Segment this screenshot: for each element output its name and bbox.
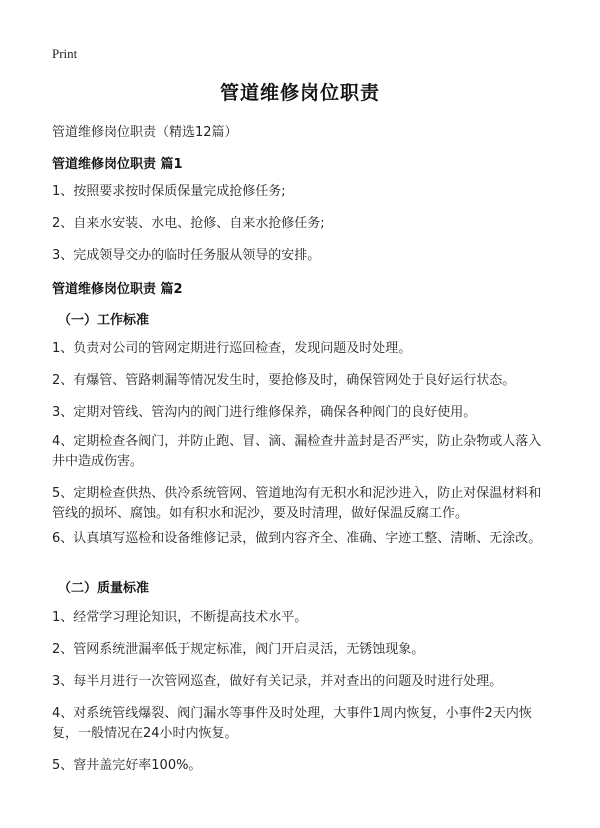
list-item: 4、对系统管线爆裂、阀门漏水等事件及时处理，大事件1周内恢复，小事件2天内恢复，一般情况在24小时内恢复。: [52, 706, 532, 741]
list-item: 3、定期对管线、管沟内的阀门进行维修保养，确保各种阀门的良好使用。: [52, 405, 477, 420]
list-item: 1、经常学习理论知识，不断提高技术水平。: [52, 610, 308, 625]
document-subtitle: 管道维修岗位职责（精选12篇）: [52, 125, 238, 140]
list-item: 2、自来水安装、水电、抢修、自来水抢修任务;: [52, 216, 325, 231]
subsection-heading: （一）工作标准: [58, 313, 150, 328]
list-item: 5、定期检查供热、供冷系统管网、管道地沟有无积水和泥沙进入，防止对保温材料和管线的损坏、腐蚀。如有积水和泥沙，要及时清理，做好保温反腐工作。: [52, 486, 542, 521]
section-heading: 管道维修岗位职责 篇1: [52, 157, 183, 172]
list-item: 3、每半月进行一次管网巡查，做好有关记录，并对查出的问题及时进行处理。: [52, 674, 503, 689]
list-item: 4、定期检查各阀门，并防止跑、冒、滴、漏检查井盖封是否严实，防止杂物或人落入井中造成伤害。: [52, 434, 542, 469]
section-heading: 管道维修岗位职责 篇2: [52, 282, 183, 297]
subsection-heading: （二）质量标准: [58, 581, 150, 596]
list-item: 6、认真填写巡检和设备维修记录，做到内容齐全、准确、字迹工整、清晰、无涂改。: [52, 531, 542, 546]
list-item: 5、窨井盖完好率100%。: [52, 758, 202, 773]
list-item: 3、完成领导交办的临时任务服从领导的安排。: [52, 248, 321, 263]
list-item: 2、有爆管、管路刺漏等情况发生时，要抢修及时，确保管网处于良好运行状态。: [52, 373, 516, 388]
list-item: 2、管网系统泄漏率低于规定标准，阀门开启灵活，无锈蚀现象。: [52, 642, 425, 657]
list-item: 1、负责对公司的管网定期进行巡回检查，发现问题及时处理。: [52, 341, 412, 356]
print-label: Print: [52, 46, 78, 61]
list-item: 1、按照要求按时保质保量完成抢修任务;: [52, 184, 286, 199]
document-title: 管道维修岗位职责: [219, 82, 380, 104]
